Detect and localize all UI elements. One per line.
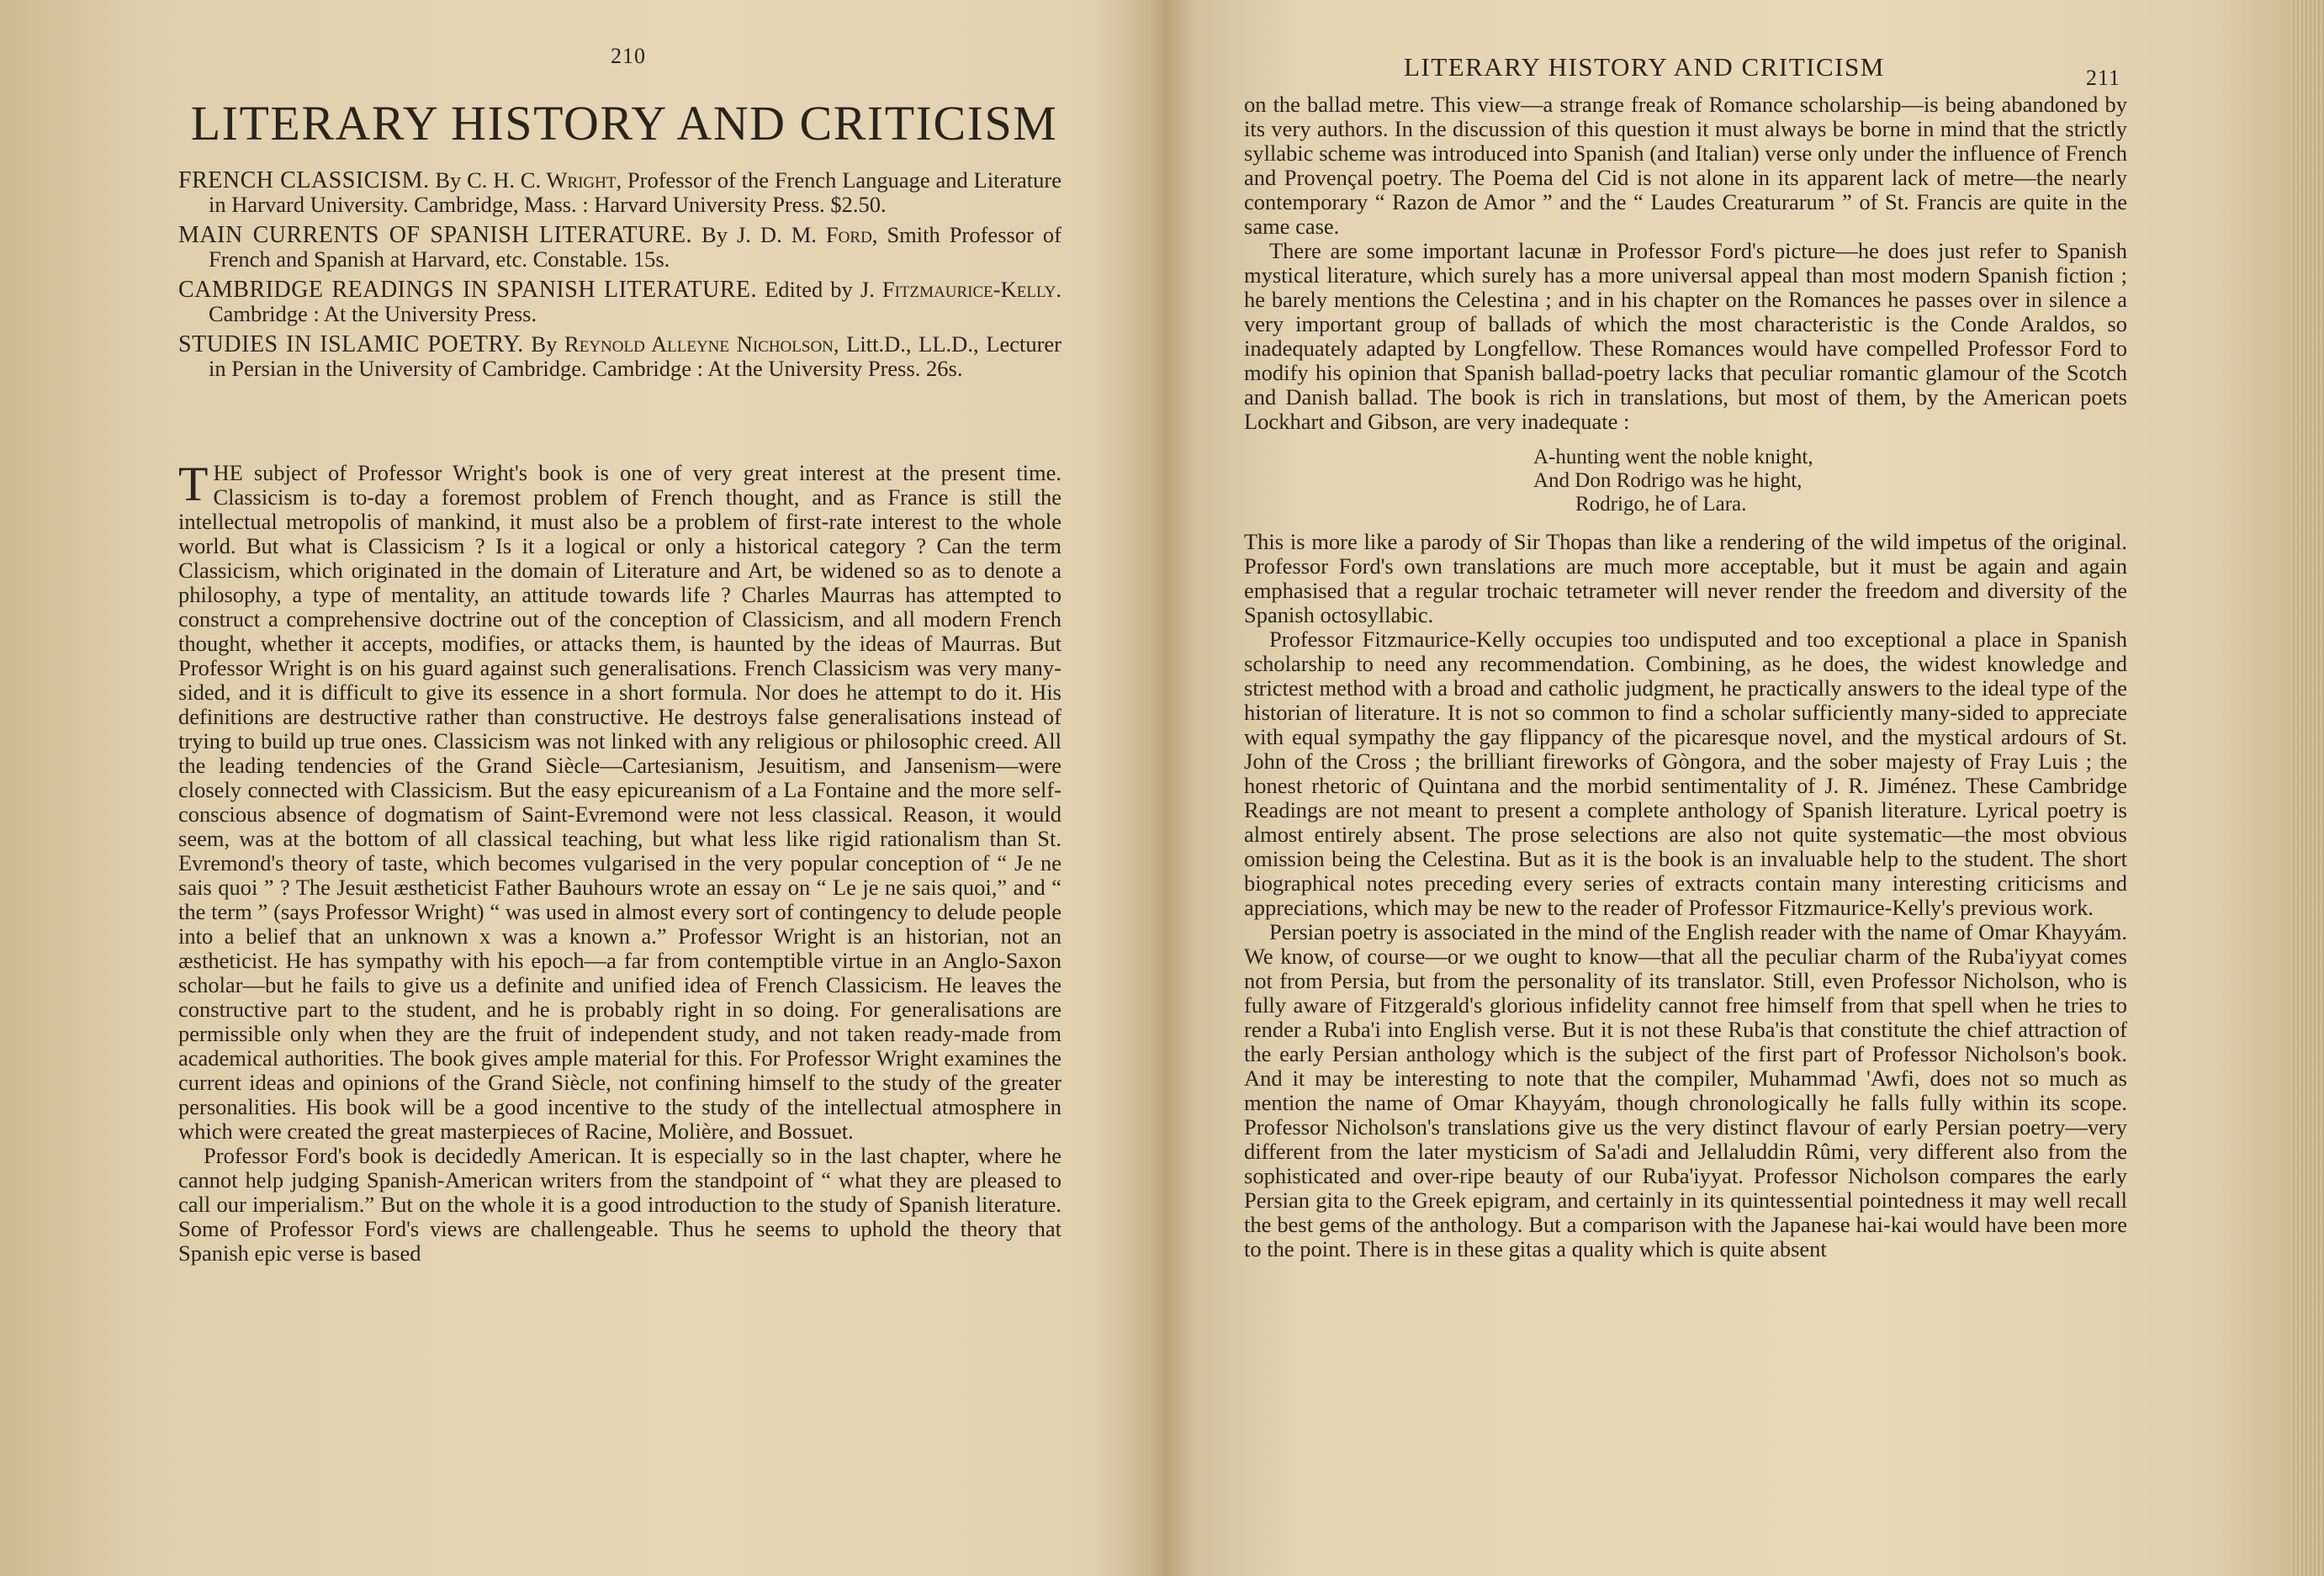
review-text-right: [1244, 93, 2127, 1261]
book-list: [178, 168, 1061, 387]
left-page: [0, 0, 1161, 1576]
paragraph: Persian poetry is associated in the mind of the English reader with the name of Omar Khayyám. We know, of course—or we ought to know—that all the peculiar charm of the Ruba'iyyat comes not from Persia, but from the personality of its translator. Still, even Professor Nicholson, who is fully aware of Fitzgerald's glorious infidelity cannot free himself from that spell when he tries to render a Ruba'i into English verse. But it is not these Ruba'is that constitute the chief attraction of the early Persian anthology which is the subject of the first part of Professor Nicholson's book. And it may be interesting to note that the compiler, Muhammad 'Awfi, does not so much as mention the name of Omar Khayyám, though chronologically he falls fully within its scope. Professor Nicholson's translations give us the very distinct flavour of early Persian poetry—very different from the later mysticism of Sa'adi and Jellaluddin Rûmi, very different also from the sophisticated and over-ripe beauty of our Ruba'iyyat. Professor Nicholson compares the early Persian gita to the Greek epigram, and certainly in its quintessential pointedness it may well recall the best gems of the anthology. But a comparison with the Japanese hai-kai would have been more to the point. There is in these gitas a quality which is quite absent: [1244, 919, 2127, 1261]
verse-line: A-hunting went the noble knight,: [1533, 446, 1813, 468]
book-details: . Cambridge : At the University Press.: [209, 277, 1061, 326]
drop-cap: T: [178, 457, 209, 511]
paragraph: Professor Fitzmaurice-Kelly occupies too undisputed and too exceptional a place in Spanish scholarship to need any recommendation. Combining, as he does, the widest knowledge and strictest method with a broad and catholic judgment, he practically answers to the ideal type of the historian of literature. It is not so common to find a scholar sufficiently many-sided to appreciate with equal sympathy the gay flippancy of the picaresque novel, and the mystical ardours of St. John of the Cross ; the brilliant fireworks of Gòngora, and the sober majesty of Fray Luis ; the honest rhetoric of Quintana and the morbid sentimentality of J. R. Jiménez. These Cambridge Readings are not meant to present a complete anthology of Spanish literature. Lyrical poetry is almost entirely absent. The prose selections are also not quite systematic—the most obvious omission being the Celestina. But as it is the book is an invaluable help to the student. The short biographical notes preceding every series of extracts contain many interesting criticisms and appreciations, which may be new to the reader of Professor Fitzmaurice-Kelly's previous work.: [1244, 627, 2127, 920]
book-heading: MAIN CURRENTS OF SPANISH LITERATURE.: [178, 222, 692, 248]
page-edges: [2290, 0, 2324, 1576]
book-author: J. Fitzmaurice-Kelly: [860, 277, 1056, 302]
verse-line: Rodrigo, he of Lara.: [1575, 493, 1747, 516]
book-heading: FRENCH CLASSICISM.: [178, 167, 430, 193]
book-entry-spanish-literature: MAIN CURRENTS OF SPANISH LITERATURE. By J. D. M. Ford, Smith Professor of French and Spanish at Harvard, etc. Constable. 15s.: [178, 222, 1062, 272]
paragraph: This is more like a parody of Sir Thopas than like a rendering of the wild impetus of the original. Professor Ford's own translations are much more acceptable, but it must be again and again emphasised that a regular trochaic tetrameter will never render the freedom and diversity of the Spanish octosyllabic.: [1244, 529, 2127, 627]
page-number-left: 210: [611, 44, 646, 68]
book-entry-cambridge-readings: CAMBRIDGE READINGS IN SPANISH LITERATURE. Edited by J. Fitzmaurice-Kelly. Cambridge : At the University Press.: [178, 277, 1061, 326]
book-heading: CAMBRIDGE READINGS IN SPANISH LITERATURE.: [178, 277, 758, 303]
book-author: C. H. C. Wright: [467, 167, 617, 193]
verse-quote: [1244, 446, 2127, 516]
page-title: LITERARY HISTORY AND CRITICISM: [190, 96, 1058, 151]
paragraph: THE subject of Professor Wright's book is one of very great interest at the present time. Classicism is to-day a foremost problem of French thought, and as France is still the intellectual metropolis of mankind, it must also be a problem of first-rate interest to the whole world. But what is Classicism ? Is it a logical or only a historical category ? Can the term Classicism, which originated in the domain of Literature and Art, be widened so as to denote a philosophy, a type of mentality, an attitude towards life ? Charles Maurras has attempted to construct a comprehensive doctrine out of the conception of Classicism, and all modern French thought, whether it accepts, modifies, or attacks them, is haunted by the ideas of Maurras. But Professor Wright is on his guard against such generalisations. French Classicism was very many-sided, and it is difficult to give its essence in a short formula. Nor does he attempt to do it. His definitions are destructive rather than constructive. He destroys false generalisations instead of trying to build up true ones. Classicism was not linked with any religious or philosophic creed. All the leading tendencies of the Grand Siècle—Cartesianism, Jesuitism, and Jansenism—were closely connected with Classicism. But the easy epicureanism of a La Fontaine and the more self-conscious absence of dogmatism of Saint-Evremond were not less classical. Reason, it would seem, was at the bottom of all classical teaching, but what less like rigid rationalism than St. Evremond's theory of taste, which becomes vulgarised in the very popular conception of “ Je ne sais quoi ” ? The Jesuit æstheticist Father Bauhours wrote an essay on “ Le je ne sais quoi,” and “ the term ” (says Professor Wright) “ was used in almost every sort of contingency to delude people into a belief that an unknown x was a known a.” Professor Wright is an historian, not an æstheticist. He has sympathy with his epoch—a far from contemptible virtue in an Anglo-Saxon scholar—but he fails to give us a definite and unified idea of French Classicism. He leaves the constructive part to the student, and he is probably right in so doing. For generalisations are permissible only when they are the fruit of independent study, and not taken ready-made from academical authorities. The book gives ample material for this. For Professor Wright examines the current ideas and opinions of the Grand Siècle, not confining himself to the study of the greater personalities. His book will be a good incentive to the study of the intellectual atmosphere in which were created the great masterpieces of Racine, Molière, and Bossuet.: [178, 457, 1061, 1144]
paragraph: There are some important lacunæ in Professor Ford's picture—he does just refer to Spanish mystical literature, which surely has a more universal appeal than most modern Spanish fiction ; he barely mentions the Celestina ; and in his chapter on the Romances he passes over in silence a very important group of ballads of which the most characteristic is the Conde Araldos, so inadequately adapted by Longfellow. These Romances would have compelled Professor Ford to modify his opinion that Spanish ballad-poetry lacks that peculiar romantic glamour of the Scotch and Danish ballad. The book is rich in translations, but most of them, by the American poets Lockhart and Gibson, are very inadequate :: [1244, 238, 2127, 434]
book-details: , Litt.D., LL.D., Lecturer in Persian in the University of Cambridge. Cambridge : At the University Press. 26s.: [209, 331, 1061, 381]
book-entry-french-classicism: FRENCH CLASSICISM. By C. H. C. Wright, Professor of the French Language and Literature in Harvard University. Cambridge, Mass. : Harvard University Press. $2.50.: [178, 167, 1061, 217]
paragraph: on the ballad metre. This view—a strange freak of Romance scholarship—is being abandoned by its very authors. In the discussion of this question it must always be borne in mind that the strictly syllabic scheme was introduced into Spanish (and Italian) verse only under the influence of French and Provençal poetry. The Poema del Cid is not alone in its apparent lack of metre—the nearly contemporary “ Razon de Amor ” and the “ Laudes Creaturarum ” of St. Francis are quite in the same case.: [1244, 92, 2127, 239]
right-page: [1164, 0, 2324, 1576]
book-details: , Smith Professor of French and Spanish at Harvard, etc. Constable. 15s.: [209, 222, 1062, 272]
running-head: LITERARY HISTORY AND CRITICISM: [1404, 52, 1885, 82]
book-details: , Professor of the French Language and Literature in Harvard University. Cambridge, Mass. : Harvard University Press. $2.50.: [209, 167, 1061, 217]
book-author: Reynold Alleyne Nicholson: [564, 331, 834, 357]
page-number-right: 211: [2086, 66, 2121, 90]
book-author: J. D. M. Ford: [736, 222, 872, 247]
paragraph: Professor Ford's book is decidedly American. It is especially so in the last chapter, where he cannot help judging Spanish-American writers from the standpoint of “ what they are pleased to call our imperialism.” But on the whole it is a good introduction to the study of Spanish literature. Some of Professor Ford's views are challengeable. Thus he seems to uphold the theory that Spanish epic verse is based: [178, 1143, 1061, 1266]
verse-line: And Don Rodrigo was he hight,: [1533, 469, 1803, 492]
review-text-left: [178, 457, 1061, 1266]
book-entry-islamic-poetry: STUDIES IN ISLAMIC POETRY. By Reynold Alleyne Nicholson, Litt.D., LL.D., Lecturer in Persian in the University of Cambridge. Cambridge : At the University Press. 26s.: [178, 331, 1061, 381]
book-heading: STUDIES IN ISLAMIC POETRY.: [178, 331, 524, 357]
